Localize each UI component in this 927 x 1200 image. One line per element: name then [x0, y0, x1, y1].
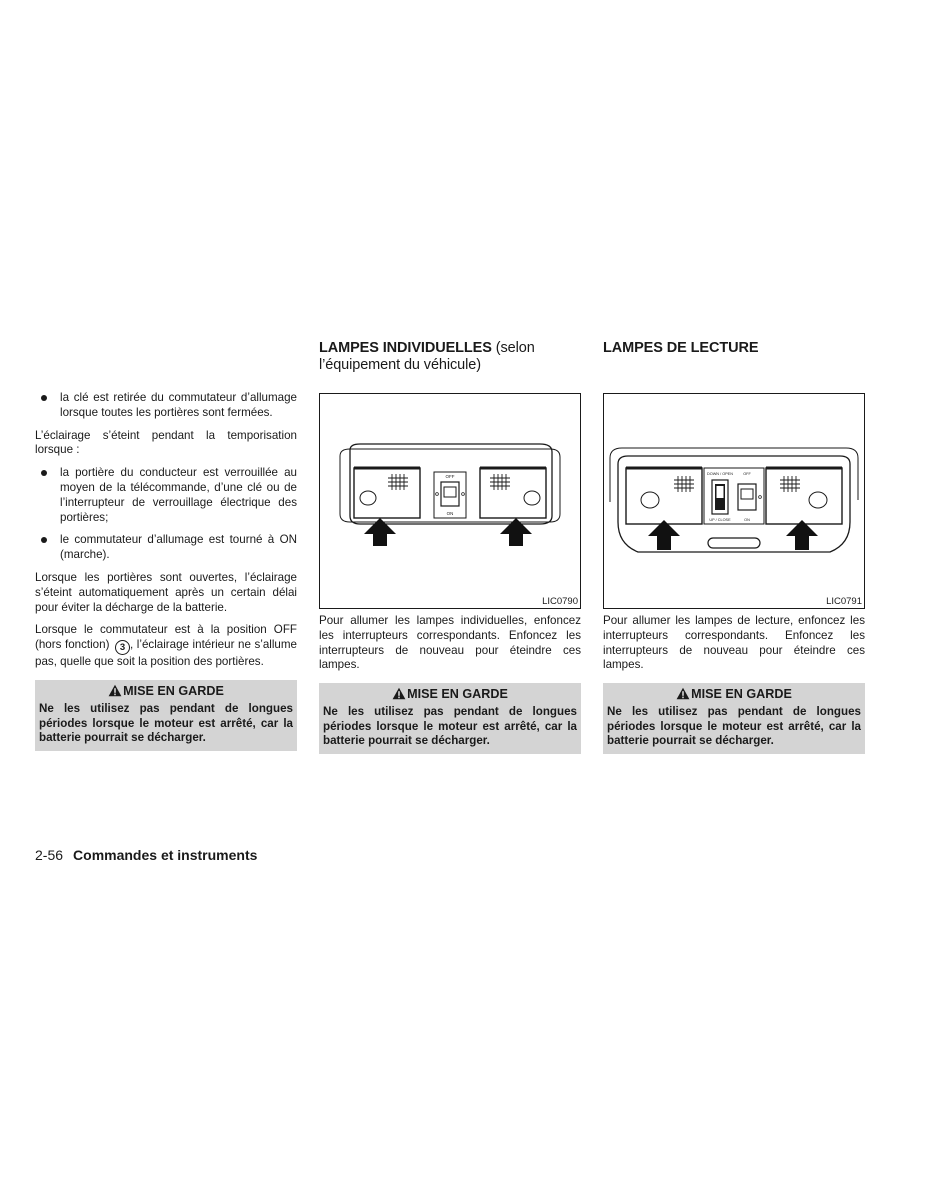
switch-label-off: OFF [743, 472, 751, 476]
bullet-list-timer [35, 466, 297, 563]
caution-text: Ne les utilisez pas pendant de longues périodes lorsque le moteur est arrêté, car la batterie pourrait se décharger. [323, 705, 577, 748]
warning-triangle-icon [676, 687, 690, 700]
paragraph-individual-lamps: Pour allumer les lampes individuelles, enfoncez les interrupteurs correspondants. Enfoncez les interrupteurs de nouveau pour éteindre ces lampes. [319, 614, 581, 672]
overhead-reading-lamps-illustration [604, 394, 864, 608]
switch-label-down-open: DOWN / OPEN [707, 472, 733, 476]
column-left [35, 391, 297, 751]
figure-code: LIC0791 [826, 596, 862, 607]
circled-number-3: 3 [115, 640, 130, 655]
paragraph-reading-lamps: Pour allumer les lampes de lecture, enfoncez les interrupteurs correspondants. Enfoncez les interrupteurs de nouveau pour éteindre ces lampes. [603, 614, 865, 672]
overhead-map-lamps-illustration [320, 394, 580, 608]
figure-individual-lamps [319, 393, 581, 609]
page-footer [35, 846, 257, 864]
bullet-dot-icon [41, 537, 47, 543]
figure-code: LIC0790 [542, 596, 578, 607]
warning-triangle-icon [108, 684, 122, 697]
bullet-list-ignition [35, 391, 297, 421]
list-item: la portière du conducteur est verrouillée au moyen de la télécommande, d’une clé ou de l’interrupteur de verrouillage électrique des portières; [35, 466, 297, 525]
section-heading-reading-lamps: LAMPES DE LECTURE [603, 340, 759, 356]
switch-label-off: OFF [445, 474, 455, 479]
page-number: 2-56 [35, 847, 64, 863]
list-item: la clé est retirée du commutateur d’allumage lorsque toutes les portières sont fermées. [35, 391, 297, 421]
paragraph-battery-saver: Lorsque les portières sont ouvertes, l’éclairage s’éteint automatiquement après un certain délai pour éviter la décharge de la batterie. [35, 570, 297, 614]
paragraph-timer: L’éclairage s’éteint pendant la temporisation lorsque : [35, 428, 297, 457]
caution-box [603, 683, 865, 754]
caution-title: MISE EN GARDE [607, 686, 861, 702]
switch-label-on: ON [446, 511, 454, 516]
column-middle [319, 340, 581, 754]
caution-title: MISE EN GARDE [39, 683, 293, 699]
caution-box [319, 683, 581, 754]
paragraph-off-position: Lorsque le commutateur est à la position OFF (hors fonction) 3 , l’éclairage intérieur ne s’allume pas, quelle que soit la position des portières. [35, 623, 297, 669]
section-heading-individual-lamps: LAMPES INDIVIDUELLES (selon l’équipement du véhicule) [319, 340, 535, 373]
caution-text: Ne les utilisez pas pendant de longues périodes lorsque le moteur est arrêté, car la batterie pourrait se décharger. [607, 705, 861, 748]
list-item: le commutateur d’allumage est tourné à ON (marche). [35, 533, 297, 563]
figure-reading-lamps [603, 393, 865, 609]
caution-title: MISE EN GARDE [323, 686, 577, 702]
switch-label-up-close: UP / CLOSE [709, 518, 731, 522]
warning-triangle-icon [392, 687, 406, 700]
caution-box [35, 680, 297, 751]
bullet-dot-icon [41, 395, 47, 401]
bullet-dot-icon [41, 470, 47, 476]
column-right [603, 340, 865, 754]
caution-text: Ne les utilisez pas pendant de longues périodes lorsque le moteur est arrêté, car la batterie pourrait se décharger. [39, 701, 293, 745]
section-title: Commandes et instruments [73, 847, 258, 863]
switch-label-on: ON [744, 518, 750, 522]
